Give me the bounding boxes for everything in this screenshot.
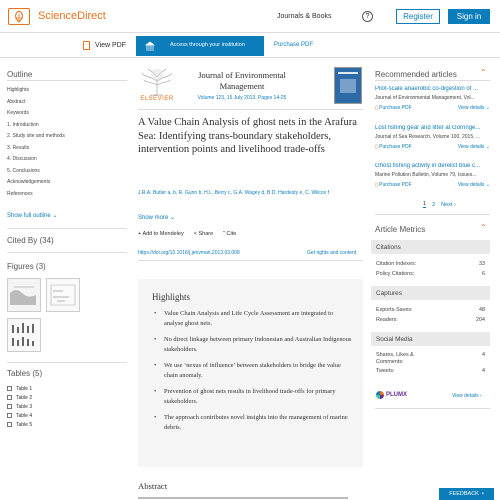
table-icon: [7, 404, 12, 409]
outline-item-introduction[interactable]: 1. Introduction: [7, 121, 39, 128]
elsevier-tree-logo[interactable]: [138, 67, 176, 102]
cover-decoration: [340, 79, 356, 93]
metric-label: Exports-Saves:: [376, 307, 413, 313]
plus-icon: +: [138, 231, 142, 237]
purchase-pdf-label: Purchase PDF: [379, 182, 412, 188]
recommended-journal: Marine Pollution Bulletin, Volume 79, Issues...: [375, 172, 477, 178]
highlight-item: • No direct linkage between primary Indonesian and Australian Indigenous stakeholders.: [152, 335, 352, 355]
show-more-button[interactable]: [138, 214, 175, 221]
recommended-actions: [375, 105, 490, 111]
sciencedirect-logo[interactable]: ScienceDirect: [38, 10, 106, 22]
chevron-down-icon: ⌄: [52, 213, 58, 219]
divider: [7, 228, 127, 229]
table-link-4[interactable]: [7, 411, 32, 420]
elsevier-logo-icon[interactable]: [8, 8, 30, 25]
metric-row: [376, 261, 485, 271]
purchase-pdf-link[interactable]: [375, 105, 412, 111]
outline-item-results[interactable]: 3. Results: [7, 144, 30, 151]
elsevier-wordmark: ELSEVIER: [140, 96, 174, 102]
pdf-icon: ▯: [375, 182, 378, 188]
view-details-label: View details: [457, 182, 485, 188]
show-more-label: Show more: [138, 215, 169, 221]
pagination: [423, 201, 456, 208]
highlight-item: • Value Chain Analysis and Life Cycle Assessment are integrated to analyse ghost nets.: [152, 309, 352, 329]
recommended-article-1: [375, 86, 490, 111]
table-icon: [7, 386, 12, 391]
metric-label: Policy Citations:: [376, 271, 415, 277]
journal-title[interactable]: Journal of Environmental Management: [198, 70, 286, 91]
outline-item-abstract[interactable]: Abstract: [7, 98, 26, 105]
outline-item-discussion[interactable]: 4. Discussion: [7, 156, 37, 162]
recommended-title[interactable]: Lost fishing gear and litter at Gorringe...: [375, 125, 481, 131]
plumx-logo[interactable]: [376, 391, 407, 399]
abstract-text-cutoff: [138, 494, 363, 500]
chevron-up-icon[interactable]: ⌃: [480, 223, 487, 232]
feedback-icon: ▪: [481, 491, 484, 497]
purchase-pdf-label: Purchase PDF: [379, 105, 412, 111]
captures-rows: [376, 307, 485, 327]
view-details-link[interactable]: [458, 105, 490, 111]
access-institution-button[interactable]: [136, 36, 264, 56]
article-title: A Value Chain Analysis of ghost nets in the Arafura Sea: Identifying trans-boundary stakeholders, intervention points and livelihood trade-offs: [138, 117, 358, 156]
table-link-2[interactable]: [7, 393, 32, 402]
tables-heading: Tables (5): [7, 369, 43, 378]
table-link-1[interactable]: [7, 384, 32, 393]
captures-header: Captures: [371, 286, 490, 300]
figure-thumbnail-1[interactable]: [7, 278, 41, 312]
outline-item-keywords[interactable]: Keywords: [7, 110, 29, 116]
view-details-label: View details: [457, 105, 485, 111]
divider: [375, 80, 490, 81]
metric-value: 4: [482, 368, 485, 374]
recommended-journal: Journal of Sea Research, Volume 100, 2015, ...: [375, 134, 481, 140]
view-details-link[interactable]: [458, 182, 490, 188]
view-pdf-button[interactable]: View PDF: [95, 42, 126, 49]
share-label: Share: [198, 231, 214, 237]
abstract-heading: Abstract: [138, 481, 168, 491]
table-icon: [7, 422, 12, 427]
metrics-heading: Article Metrics: [375, 225, 426, 234]
highlight-item: • We use ‘nexus of influence’ between stakeholders to bridge the value chain anomaly.: [152, 361, 352, 381]
divider: [138, 109, 363, 110]
cover-decoration: [338, 72, 358, 74]
divider: [375, 214, 490, 215]
feedback-label: FEEDBACK: [449, 491, 479, 497]
recommended-article-3: [375, 163, 490, 188]
pdf-icon: [83, 41, 90, 50]
figure-thumbnail-2[interactable]: [46, 278, 80, 312]
highlights-box: [138, 279, 363, 467]
journal-volume[interactable]: Volume 123, 15 July 2013, Pages 14-25: [197, 95, 287, 101]
help-icon[interactable]: ?: [362, 11, 373, 22]
institution-icon: [145, 41, 155, 51]
table-link-label: Table 5: [16, 421, 33, 428]
recommended-title[interactable]: Ghost fishing activity in derelict blue c...: [375, 163, 481, 169]
purchase-pdf-link[interactable]: Purchase PDF: [274, 42, 314, 48]
purchase-pdf-link[interactable]: [375, 182, 412, 188]
chevron-right-icon: ›: [453, 201, 456, 208]
top-header: [0, 0, 500, 33]
show-full-outline-label: Show full outline: [7, 213, 51, 219]
metrics-view-details-link[interactable]: [452, 393, 482, 399]
metric-row: [376, 307, 485, 317]
add-mendeley-button[interactable]: [138, 231, 184, 237]
outline-item-highlights[interactable]: Highlights: [7, 87, 29, 93]
feedback-button[interactable]: [439, 488, 494, 500]
chevron-right-icon: ›: [479, 393, 482, 399]
pdf-icon: ▯: [375, 144, 378, 150]
show-full-outline-button[interactable]: [7, 212, 57, 219]
divider: [138, 260, 363, 261]
recommended-article-2: [375, 125, 490, 150]
table-icon: [7, 395, 12, 400]
view-details-label: View details: [457, 144, 485, 150]
metric-value: 33: [479, 261, 485, 267]
table-link-label: Table 2: [16, 394, 33, 401]
table-link-label: Table 4: [16, 412, 33, 419]
register-button[interactable]: Register: [396, 9, 440, 24]
social-header: Social Media: [371, 332, 490, 346]
divider: [7, 252, 127, 253]
divider: [7, 362, 127, 363]
metric-row: [376, 271, 485, 281]
page-1[interactable]: 1: [423, 201, 427, 207]
cited-by-heading[interactable]: Cited By (34): [7, 236, 54, 245]
plumx-label: PLUMX: [386, 392, 407, 398]
recommended-journal: Journal of Environmental Management, Vol...: [375, 95, 475, 101]
signin-button[interactable]: Sign in: [448, 9, 490, 24]
quote-icon: ”: [223, 231, 226, 237]
chart-icon: [8, 319, 40, 351]
purchase-pdf-label: Purchase PDF: [379, 144, 412, 150]
next-label: Next: [441, 201, 453, 208]
author-list[interactable]: J.R.A. Butler a, b, R. Gunn b, H.L. Berry c, G.A. Wagey d, B.D. Hardesty e, C. Wilcox f: [138, 190, 329, 196]
journals-books-link[interactable]: Journals & Books: [277, 13, 332, 20]
page-2[interactable]: 2: [432, 201, 436, 208]
outline-item-study-site[interactable]: 2. Study site and methods: [7, 133, 65, 139]
table-link-5[interactable]: [7, 420, 32, 429]
chevron-up-icon[interactable]: ⌃: [480, 68, 487, 77]
metric-label: Citation Indexes:: [376, 261, 417, 267]
divider: [375, 408, 490, 409]
chevron-down-icon: ⌄: [485, 144, 490, 150]
diagram-icon: [47, 279, 79, 311]
metric-value: 204: [476, 317, 485, 323]
metric-label: Shares, Likes & Comments:: [376, 352, 414, 365]
chevron-down-icon: ⌄: [485, 182, 490, 188]
article-actions: [138, 231, 236, 237]
metric-row: [376, 368, 485, 378]
citations-rows: [376, 261, 485, 281]
share-button[interactable]: [194, 231, 213, 237]
next-page-button[interactable]: [441, 202, 456, 208]
share-icon: <: [193, 231, 197, 237]
highlight-item: • The approach contributes novel insights into the management of marine debris.: [152, 413, 352, 433]
metrics-view-details-label: View details: [452, 393, 479, 399]
highlights-heading: Highlights: [152, 292, 191, 302]
metric-value: 48: [479, 307, 485, 313]
metric-value: 4: [482, 352, 485, 358]
journal-cover-image[interactable]: [334, 67, 362, 104]
metric-row: [376, 352, 485, 368]
tables-list: [7, 384, 32, 429]
outline-heading: Outline: [7, 70, 33, 79]
metric-row: [376, 317, 485, 327]
access-institution-label: Access through your institution: [170, 42, 245, 48]
social-rows: [376, 352, 485, 378]
chevron-down-icon: ⌄: [485, 105, 490, 111]
metric-value: 6: [482, 271, 485, 277]
doi-link[interactable]: https://doi.org/10.1016/j.jenvman.2013.03.008: [138, 250, 240, 256]
highlight-item: • Prevention of ghost nets results in livelihood trade-offs for primary stakeholders.: [152, 387, 352, 407]
cite-label: Cite: [226, 231, 237, 237]
pdf-icon: ▯: [375, 105, 378, 111]
figure-thumbnail-3[interactable]: [7, 318, 41, 352]
recommended-heading: Recommended articles: [375, 70, 457, 79]
add-mendeley-label: Add to Mendeley: [142, 231, 184, 237]
figures-heading: Figures (3): [7, 262, 46, 271]
table-icon: [7, 413, 12, 418]
map-icon: [8, 279, 40, 311]
rights-link[interactable]: Get rights and content: [307, 250, 357, 256]
divider: [7, 80, 127, 81]
outline-item-references[interactable]: References: [7, 190, 33, 197]
chevron-down-icon: ⌄: [170, 215, 176, 221]
outline-list: [7, 87, 65, 202]
metric-label: Tweets:: [376, 368, 395, 374]
table-link-3[interactable]: [7, 402, 32, 411]
recommended-actions: [375, 182, 490, 188]
citations-header: Citations: [371, 240, 490, 254]
article-toolbar: [0, 33, 500, 58]
outline-item-conclusions[interactable]: 5. Conclusions: [7, 167, 40, 174]
cite-button[interactable]: [223, 231, 236, 237]
table-link-label: Table 3: [16, 403, 33, 410]
plumx-icon: [376, 391, 384, 399]
outline-item-acknowledgements[interactable]: Acknowledgements: [7, 179, 51, 185]
recommended-title[interactable]: Pilot-scale anaerobic co-digestion of ...: [375, 86, 479, 92]
metric-label: Readers:: [376, 317, 398, 323]
recommended-actions: [375, 144, 490, 150]
view-details-link[interactable]: [458, 144, 490, 150]
table-link-label: Table 1: [16, 385, 33, 392]
highlights-list: [152, 309, 352, 439]
purchase-pdf-link[interactable]: [375, 144, 412, 150]
